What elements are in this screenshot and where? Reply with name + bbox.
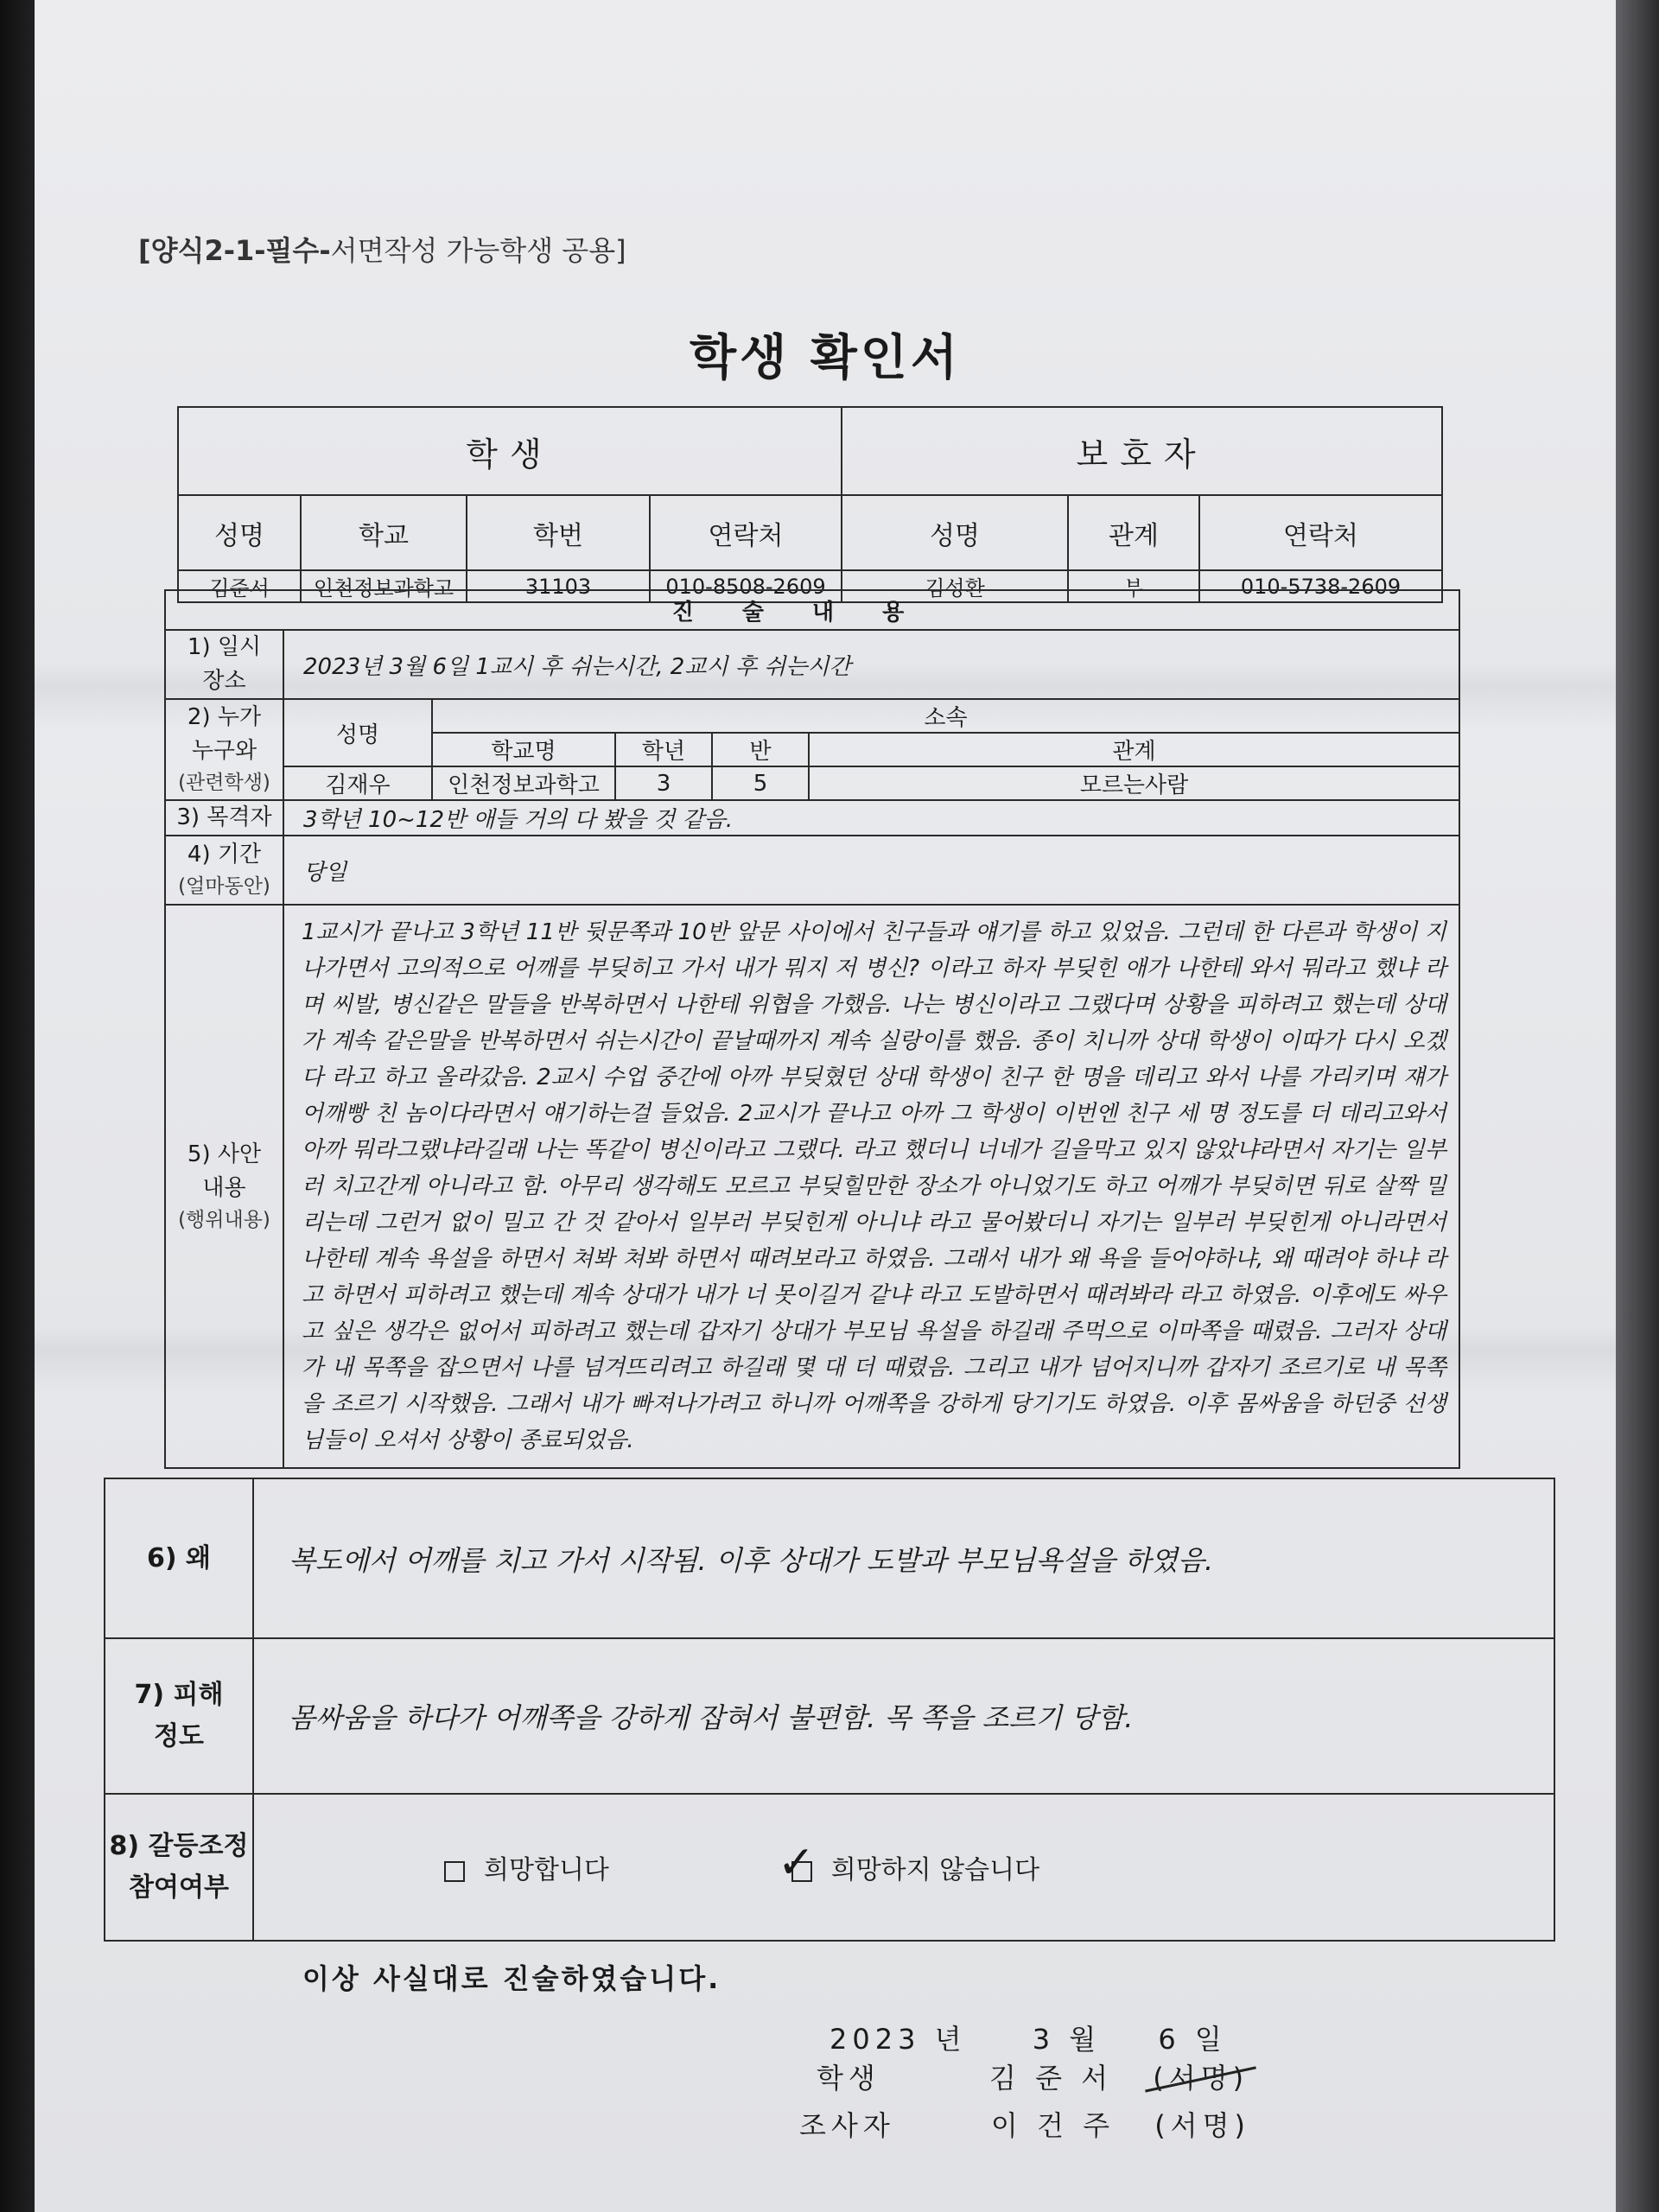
related-school: 인천정보과학고 xyxy=(432,766,615,799)
col-relation: 관계 xyxy=(1068,495,1199,570)
student-school: 인천정보과학고 xyxy=(301,570,467,602)
document-paper xyxy=(35,0,1616,2212)
checkbox-no-wish[interactable] xyxy=(777,1836,816,1889)
checkbox-wish[interactable] xyxy=(444,1861,465,1882)
value-witness: 3학년 10~12반 애들 거의 다 봤을 것 같음. xyxy=(283,800,1459,836)
student-guardian-table xyxy=(177,406,1443,603)
guardian-name: 김성환 xyxy=(842,570,1068,602)
option-wish[interactable]: 희망합니다 xyxy=(444,1848,609,1886)
related-name: 김재우 xyxy=(284,766,432,799)
related-class: 5 xyxy=(712,766,809,799)
label-mediation: 8) 갈등조정 참여여부 xyxy=(105,1794,253,1941)
col-class: 반 xyxy=(712,733,809,766)
label-period: 4) 기간 (얼마동안) xyxy=(165,836,283,905)
guardian-relation: 부 xyxy=(1068,570,1199,602)
value-damage: 몸싸움을 하다가 어깨쪽을 강하게 잡혀서 불편함. 목 쪽을 조르기 당함. xyxy=(253,1638,1554,1794)
related-relation: 모르는사람 xyxy=(809,766,1459,799)
value-period: 당일 xyxy=(283,836,1459,905)
col-student-contact: 연락처 xyxy=(650,495,842,570)
value-incident: 1교시가 끝나고 3학년 11반 뒷문쪽과 10반 앞문 사이에서 친구들과 얘기를 하고 있었음. 그런데 한 다른과 학생이 지나가면서 고의적으로 어깨를 부딪히고 가서 내가 뭐지 저 병신? 이라고 하자 부딪힌 애가 나한테 와서 뭐라고 했냐 라며 씨발, 병신같은 말들을 반복하면서 나한테 위협을 가했음. 나는 병신이라고 그랬다며 상황을 피하려고 했는데 상대가 계속 같은말을 반복하면서 쉬는시간이 끝날때까지 계속 실랑이를 했음. 종이 치니까 상대 학생이 이따가 다시 오겠다 라고 하고 올라갔음. 2교시 수업 중간에 아까 부딪혔던 상대 학생이 친구 한 명을 데리고 와서 나를 가리키며 쟤가 어깨빵 친 놈이다라면서 얘기하는걸 들었음. 2교시가 끝나고 아까 그 학생이 이번엔 친구 세 명 정도를 더 데리고와서 아까 뭐라그랬냐라길래 나는 똑같이 병신이라고 그랬다. 라고 했더니 너네가 길을막고 있지 않았냐라면서 자기는 일부러 치고간게 아니라고 함. 아무리 생각해도 모르고 부딪힐만한 장소가 아니었기도 하고 어깨가 부딪히면 뒤로 살짝 밀리는데 그런거 없이 밀고 간 것 같아서 일부러 부딪힌게 아니냐 라고 물어봤더니 자기는 일부러 부딪힌게 아니라면서 나한테 계속 욕설을 하면서 쳐봐 쳐봐 하면서 때려보라고 하였음. 그래서 내가 왜 욕을 들어야하냐, 왜 때려야 하냐 라고 하면서 피하려고 했는데 계속 상대가 내가 너 못이길거 같냐 라고 도발하면서 때려봐라 라고 하였음. 이후에도 싸우고 싶은 생각은 없어서 피하려고 했는데 갑자기 상대가 부모님 욕설을 하길래 주먹으로 이마쪽을 때렸음. 그러자 상대가 내 목쪽을 잡으면서 나를 넘겨뜨리려고 하길래 몇 대 더 때렸음. 그리고 내가 넘어지니까 갑자기 조르기로 내 목쪽을 조르기 시작했음. 그래서 내가 빠져나가려고 하니까 어깨쪽을 강하게 당기기도 하였음. 이후 몸싸움을 하던중 선생님들이 오셔서 상황이 종료되었음. xyxy=(283,905,1459,1468)
statement-table-lower xyxy=(104,1478,1555,1942)
student-role: 학생 xyxy=(817,2062,880,2094)
related-grade: 3 xyxy=(615,766,712,799)
label-why: 6) 왜 xyxy=(105,1478,253,1638)
col-student-id: 학번 xyxy=(467,495,650,570)
col-relation-2: 관계 xyxy=(809,733,1459,766)
statement-banner: 진술내용 xyxy=(165,590,1459,630)
col-affiliation: 소속 xyxy=(432,700,1459,733)
col-school: 학교 xyxy=(301,495,467,570)
statement-table xyxy=(164,589,1460,1469)
guardian-phone: 010-5738-2609 xyxy=(1199,570,1442,602)
value-why: 복도에서 어깨를 치고 가서 시작됨. 이후 상대가 도발과 부모님욕설을 하였음. xyxy=(253,1478,1554,1638)
value-datetime-place: 2023년 3월 6일 1교시 후 쉬는시간, 2교시 후 쉬는시간 xyxy=(283,630,1459,699)
label-datetime-place: 1) 일시 장소 xyxy=(165,630,283,699)
label-incident: 5) 사안 내용 (행위내용) xyxy=(165,905,283,1468)
label-damage: 7) 피해 정도 xyxy=(105,1638,253,1794)
mediation-options xyxy=(253,1794,1554,1941)
col-school-name: 학교명 xyxy=(432,733,615,766)
student-sign-mark: (서명) xyxy=(1153,2062,1249,2094)
related-student-table xyxy=(284,700,1459,799)
guardian-section-header: 보호자 xyxy=(842,407,1442,495)
label-related-student: 2) 누가 누구와 (관련학생) xyxy=(165,699,283,800)
investigator-role: 조사자 xyxy=(799,2109,895,2142)
col-student-name: 성명 xyxy=(178,495,301,570)
student-signature-line xyxy=(817,2056,1249,2096)
student-sign-name: 김 준 서 xyxy=(989,2062,1114,2094)
investigator-signature-line xyxy=(799,2104,1250,2144)
form-id: [양식2-1-필수-서면작성 가능학생 공용] xyxy=(138,234,626,267)
student-number: 31103 xyxy=(467,570,650,602)
date-line: 2023 년 3 월 6 일 xyxy=(830,2023,1227,2056)
page-title: 학생 확인서 xyxy=(690,330,961,386)
student-phone: 010-8508-2609 xyxy=(650,570,842,602)
label-witness: 3) 목격자 xyxy=(165,800,283,836)
checkmark-icon: ✓ xyxy=(777,1836,816,1889)
option-no-wish[interactable]: ✓ 희망하지 않습니다 xyxy=(777,1836,1040,1889)
student-name: 김준서 xyxy=(178,570,301,602)
declaration: 이상 사실대로 진술하였습니다. xyxy=(302,1962,721,1995)
col-related-name: 성명 xyxy=(284,700,432,766)
col-grade: 학년 xyxy=(615,733,712,766)
col-guardian-contact: 연락처 xyxy=(1199,495,1442,570)
investigator-sign-name: 이 건 주 xyxy=(990,2109,1116,2142)
student-section-header: 학생 xyxy=(178,407,842,495)
col-guardian-name: 성명 xyxy=(842,495,1068,570)
investigator-sign-mark: (서명) xyxy=(1154,2109,1250,2142)
